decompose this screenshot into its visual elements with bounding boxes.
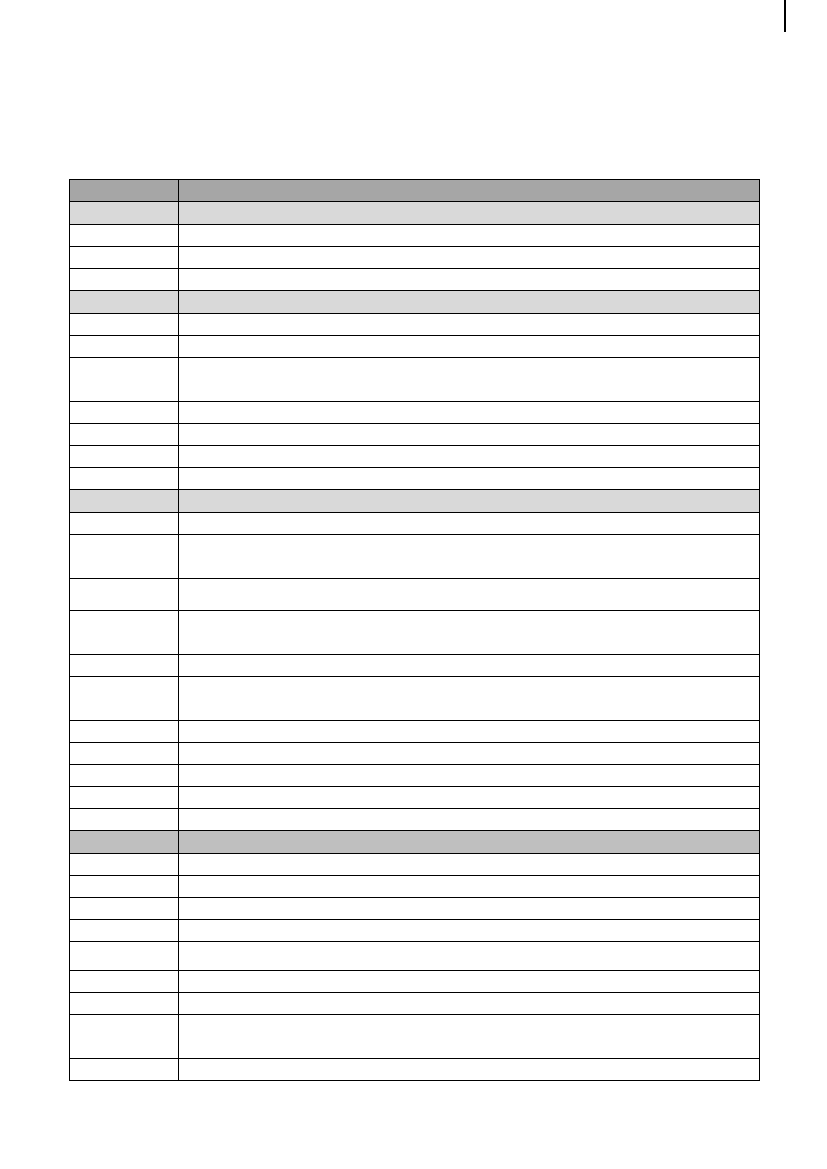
table-cell-value xyxy=(179,225,760,247)
table-section-row xyxy=(70,490,760,513)
table-row xyxy=(70,942,760,971)
table-row xyxy=(70,787,760,809)
table-cell-label xyxy=(70,787,179,809)
table-cell-label xyxy=(70,513,179,535)
table-cell-label xyxy=(70,314,179,336)
table-row xyxy=(70,314,760,336)
table-cell-value xyxy=(179,1059,760,1081)
table-cell-label xyxy=(70,225,179,247)
table-cell-label xyxy=(70,743,179,765)
table-row xyxy=(70,336,760,358)
table-section-row xyxy=(70,202,760,225)
table-cell-label xyxy=(70,809,179,831)
table-cell-value xyxy=(179,314,760,336)
table-section-row xyxy=(70,831,760,854)
table-row xyxy=(70,1015,760,1059)
table-cell-label xyxy=(70,765,179,787)
table-cell-value xyxy=(179,721,760,743)
table-cell-label xyxy=(70,358,179,402)
table-cell-label xyxy=(70,202,179,225)
table-row xyxy=(70,765,760,787)
table-row xyxy=(70,721,760,743)
table-cell-label xyxy=(70,655,179,677)
table-row xyxy=(70,655,760,677)
table-row xyxy=(70,1059,760,1081)
table-row xyxy=(70,611,760,655)
table-cell-label xyxy=(70,490,179,513)
document-table xyxy=(69,179,760,1081)
table-cell-value xyxy=(179,424,760,446)
table-body xyxy=(70,180,760,1081)
table-cell-value xyxy=(179,468,760,490)
table-row xyxy=(70,579,760,611)
table-row xyxy=(70,402,760,424)
table-cell-label xyxy=(70,971,179,993)
table-section-row xyxy=(70,291,760,314)
table-cell-value xyxy=(179,854,760,876)
table-row xyxy=(70,269,760,291)
table-cell-label xyxy=(70,247,179,269)
table-cell-value xyxy=(179,513,760,535)
table-cell-value xyxy=(179,920,760,942)
table-cell-value xyxy=(179,809,760,831)
table-row xyxy=(70,225,760,247)
table-row xyxy=(70,468,760,490)
table-cell-value xyxy=(179,787,760,809)
page-corner-mark xyxy=(784,0,786,32)
table-cell-label xyxy=(70,402,179,424)
table-cell-value xyxy=(179,358,760,402)
table-cell-value xyxy=(179,743,760,765)
table-row xyxy=(70,424,760,446)
table-cell-label xyxy=(70,579,179,611)
table-header-row xyxy=(70,180,760,202)
table-cell-label xyxy=(70,920,179,942)
table-cell-label xyxy=(70,424,179,446)
table-cell-value xyxy=(179,655,760,677)
table-cell-value xyxy=(179,180,760,202)
table-cell-label xyxy=(70,876,179,898)
table-cell-label xyxy=(70,898,179,920)
table-cell-value xyxy=(179,579,760,611)
table-cell-label xyxy=(70,611,179,655)
table-cell-value xyxy=(179,1015,760,1059)
table-cell-value xyxy=(179,971,760,993)
table-cell-label xyxy=(70,993,179,1015)
table-cell-value xyxy=(179,942,760,971)
table-cell-label xyxy=(70,854,179,876)
table-row xyxy=(70,993,760,1015)
table-cell-label xyxy=(70,336,179,358)
table-row xyxy=(70,513,760,535)
table-cell-value xyxy=(179,202,760,225)
table-row xyxy=(70,247,760,269)
table-row xyxy=(70,677,760,721)
table-row xyxy=(70,809,760,831)
table-row xyxy=(70,920,760,942)
table-cell-value xyxy=(179,291,760,314)
table-row xyxy=(70,743,760,765)
table-cell-label xyxy=(70,1015,179,1059)
table-cell-value xyxy=(179,993,760,1015)
table-row xyxy=(70,898,760,920)
table-row xyxy=(70,876,760,898)
table-cell-label xyxy=(70,831,179,854)
table-cell-value xyxy=(179,765,760,787)
table-cell-label xyxy=(70,535,179,579)
table-cell-value xyxy=(179,611,760,655)
table-cell-value xyxy=(179,677,760,721)
table-cell-label xyxy=(70,291,179,314)
table-cell-value xyxy=(179,898,760,920)
table-cell-value xyxy=(179,247,760,269)
table-row xyxy=(70,358,760,402)
table-cell-label xyxy=(70,180,179,202)
table-cell-label xyxy=(70,1059,179,1081)
table-cell-label xyxy=(70,721,179,743)
table-cell-label xyxy=(70,942,179,971)
table-cell-value xyxy=(179,446,760,468)
table-row xyxy=(70,446,760,468)
table-cell-value xyxy=(179,402,760,424)
table-cell-label xyxy=(70,269,179,291)
table-cell-value xyxy=(179,269,760,291)
table-cell-value xyxy=(179,336,760,358)
table-cell-label xyxy=(70,677,179,721)
table-row xyxy=(70,535,760,579)
table-cell-value xyxy=(179,490,760,513)
table-cell-value xyxy=(179,876,760,898)
table-row xyxy=(70,971,760,993)
table-cell-label xyxy=(70,446,179,468)
table-cell-label xyxy=(70,468,179,490)
table-row xyxy=(70,854,760,876)
table-cell-value xyxy=(179,535,760,579)
table-cell-value xyxy=(179,831,760,854)
